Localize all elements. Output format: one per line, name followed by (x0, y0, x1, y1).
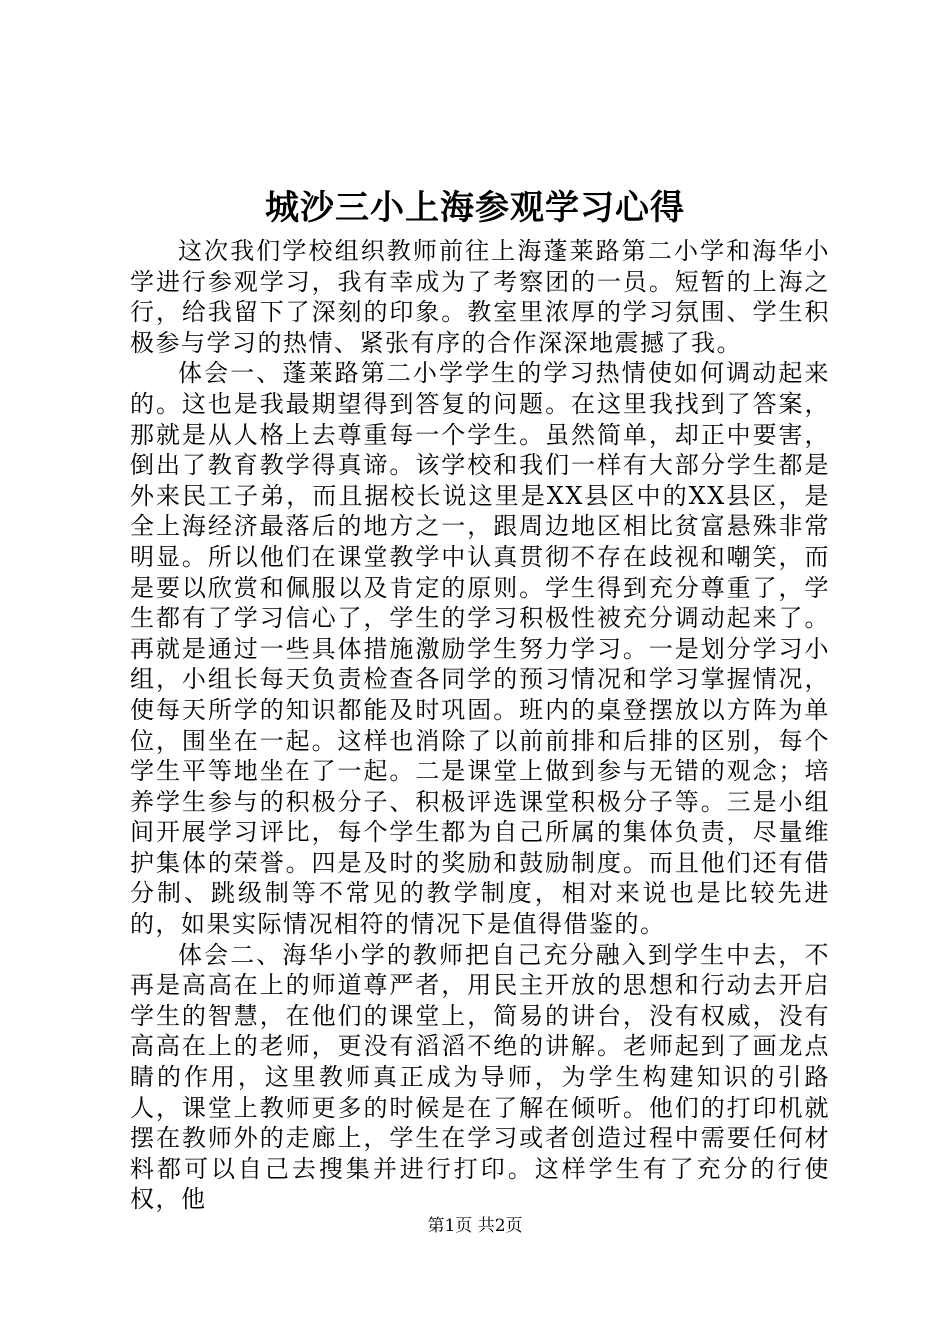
page-footer: 第1页 共2页 (427, 1216, 523, 1236)
document-body (130, 236, 830, 1215)
paragraph-intro: 这次我们学校组织教师前往上海蓬莱路第二小学和海华小学进行参观学习，我有幸成为了考察团的一员。短暂的上海之行，给我留下了深刻的印象。教室里浓厚的学习氛围、学生积极参与学习的热情、紧张有序的合作深深地震撼了我。 (130, 237, 830, 357)
document-title: 城沙三小上海参观学习心得 (265, 188, 685, 228)
paragraph-insight-two: 体会二、海华小学的教师把自己充分融入到学生中去，不再是高高在上的师道尊严者，用民主开放的思想和行动去开启学生的智慧，在他们的课堂上，简易的讲台，没有权威，没有高高在上的老师，更没有滔滔不绝的讲解。老师起到了画龙点睛的作用，这里教师真正成为导师，为学生构建知识的引路人，课堂上教师更多的时候是在了解在倾听。他们的打印机就摆在教师外的走廊上，学生在学习或者创造过程中需要任何材料都可以自己去搜集并进行打印。这样学生有了充分的行使权，他 (130, 940, 830, 1214)
paragraph-insight-one: 体会一、蓬莱路第二小学学生的学习热情使如何调动起来的。这也是我最期望得到答复的问题。在这里我找到了答案，那就是从人格上去尊重每一个学生。虽然简单，却正中要害，倒出了教育教学得真谛。该学校和我们一样有大部分学生都是外来民工子弟，而且据校长说这里是XX县区中的XX县区，是全上海经济最落后的地方之一，跟周边地区相比贫富悬殊非常明显。所以他们在课堂教学中认真贯彻不存在歧视和嘲笑，而是要以欣赏和佩服以及肯定的原则。学生得到充分尊重了，学生都有了学习信心了，学生的学习积极性被充分调动起来了。再就是通过一些具体措施激励学生努力学习。一是划分学习小组，小组长每天负责检查各同学的预习情况和学习掌握情况，使每天所学的知识都能及时巩固。班内的桌登摆放以方阵为单位，围坐在一起。这样也消除了以前前排和后排的区别，每个学生平等地坐在了一起。二是课堂上做到参与无错的观念；培养学生参与的积极分子、积极评选课堂积极分子等。三是小组间开展学习评比，每个学生都为自己所属的集体负责，尽量维护集体的荣誉。四是及时的奖励和鼓励制度。而且他们还有借分制、跳级制等不常见的教学制度，相对来说也是比较先进的，如果实际情况相符的情况下是值得借鉴的。 (130, 359, 830, 939)
